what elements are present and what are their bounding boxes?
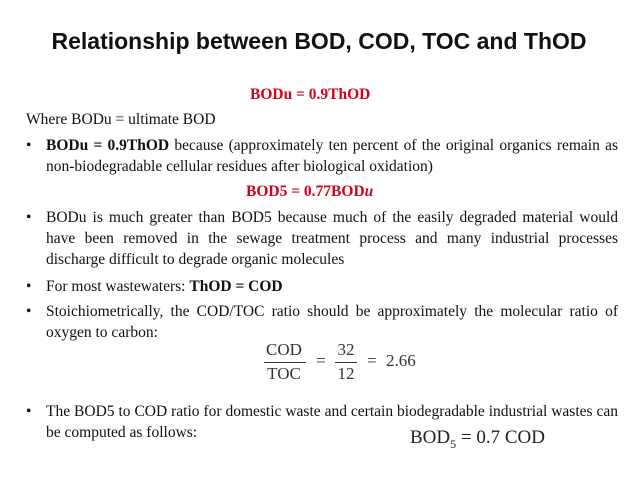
fraction-bar: [264, 362, 306, 363]
bullet-body: because (approximately ten percent of the original organics remain as non-biodegradable cellular residues after biological oxidation): [46, 137, 619, 175]
equals-sign: =: [367, 351, 377, 370]
bullet-marker: •: [26, 209, 32, 226]
bod5-equation-main: BOD5 = 0.77BOD: [246, 183, 365, 200]
bod5-equation: [246, 183, 373, 201]
fraction-denominator-toc: TOC: [267, 364, 301, 383]
bod5-cod-equation: [410, 427, 545, 452]
bod5-equation-italic: u: [364, 183, 374, 200]
bullet-marker: •: [26, 137, 32, 154]
bullet-marker: •: [26, 278, 32, 295]
bod-rhs: = 0.7 COD: [456, 427, 545, 448]
bod-subscript: 5: [450, 436, 457, 451]
slide-title: Relationship between BOD, COD, TOC and ThOD: [51, 28, 587, 54]
bullet-bodu-vs-bod5: BODu is much greater than BOD5 because much of the easily degraded material would have been removed in the sewage treatment process and many industrial processes discharge difficult to degrade organic molecules: [46, 209, 618, 268]
bullet-thod-cod: [46, 276, 618, 297]
bod-lhs: BOD: [410, 427, 451, 448]
bodu-equation: BODu = 0.9ThOD: [250, 86, 371, 103]
bullet-marker: •: [26, 403, 32, 420]
bullet-bold-lead: BODu = 0.9ThOD: [46, 137, 170, 154]
where-line: Where BODu = ultimate BOD: [26, 111, 216, 128]
bullet-bodu-explanation: [46, 135, 618, 177]
bullet-body: For most wastewaters:: [46, 278, 190, 295]
bullet-bod5-cod-ratio: The BOD5 to COD ratio for domestic waste and certain biodegradable industrial wastes can be computed as follows:: [46, 403, 618, 441]
thod-cod-bold: ThOD = COD: [189, 278, 283, 295]
fraction-numerator-32: 32: [337, 340, 355, 359]
bullet-marker: •: [26, 303, 32, 320]
fraction-denominator-12: 12: [337, 364, 355, 383]
equals-sign: =: [316, 351, 326, 370]
fraction-bar: [335, 362, 357, 363]
ratio-result: 2.66: [386, 351, 416, 370]
bullet-cod-toc-ratio: Stoichiometrically, the COD/TOC ratio should be approximately the molecular ratio of oxygen to carbon:: [46, 303, 618, 341]
fraction-numerator-cod: COD: [266, 340, 302, 359]
